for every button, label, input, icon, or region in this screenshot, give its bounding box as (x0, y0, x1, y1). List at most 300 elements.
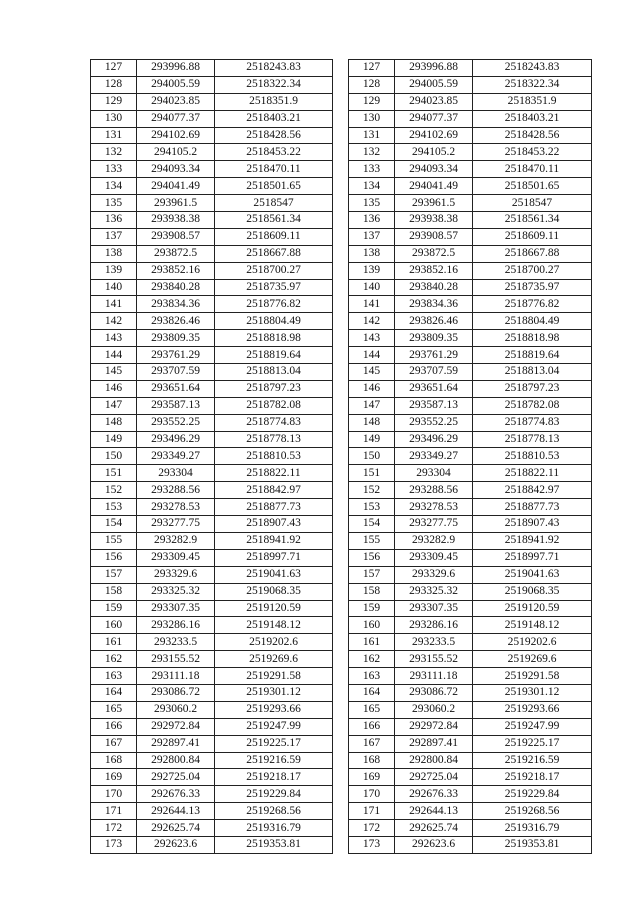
table-row (349, 448, 592, 465)
x-coordinate-cell: 292725.04 (395, 769, 473, 786)
x-coordinate-cell: 293961.5 (395, 195, 473, 212)
x-coordinate-cell: 292676.33 (137, 786, 215, 803)
x-coordinate-cell: 292623.6 (137, 836, 215, 853)
table-row (91, 245, 333, 262)
table-row (349, 634, 592, 651)
x-coordinate-cell: 293809.35 (137, 330, 215, 347)
x-coordinate-cell: 293840.28 (395, 279, 473, 296)
y-coordinate-cell: 2518997.71 (215, 549, 333, 566)
point-number-cell: 160 (349, 617, 395, 634)
x-coordinate-cell: 294041.49 (395, 178, 473, 195)
y-coordinate-cell: 2518810.53 (215, 448, 333, 465)
x-coordinate-cell: 293288.56 (137, 482, 215, 499)
x-coordinate-cell: 292897.41 (395, 735, 473, 752)
y-coordinate-cell: 2519247.99 (215, 718, 333, 735)
table-row (349, 668, 592, 685)
x-coordinate-cell: 293826.46 (395, 313, 473, 330)
point-number-cell: 165 (91, 701, 137, 718)
point-number-cell: 152 (349, 482, 395, 499)
point-number-cell: 141 (91, 296, 137, 313)
y-coordinate-cell: 2518428.56 (215, 127, 333, 144)
x-coordinate-cell: 293304 (137, 465, 215, 482)
point-number-cell: 134 (349, 178, 395, 195)
y-coordinate-cell: 2518797.23 (215, 380, 333, 397)
table-row (91, 566, 333, 583)
x-coordinate-cell: 293834.36 (137, 296, 215, 313)
x-coordinate-cell: 294041.49 (137, 178, 215, 195)
y-coordinate-cell: 2518428.56 (473, 127, 592, 144)
y-coordinate-cell: 2518667.88 (215, 245, 333, 262)
y-coordinate-cell: 2519301.12 (215, 684, 333, 701)
point-number-cell: 132 (349, 144, 395, 161)
y-coordinate-cell: 2518804.49 (215, 313, 333, 330)
table-row (349, 296, 592, 313)
point-number-cell: 137 (91, 228, 137, 245)
x-coordinate-cell: 292625.74 (137, 820, 215, 837)
x-coordinate-cell: 293938.38 (395, 212, 473, 229)
table-row (349, 684, 592, 701)
x-coordinate-cell: 293872.5 (137, 245, 215, 262)
x-coordinate-cell: 292676.33 (395, 786, 473, 803)
table-row (349, 836, 592, 853)
point-number-cell: 170 (91, 786, 137, 803)
table-row (349, 820, 592, 837)
point-number-cell: 145 (349, 364, 395, 381)
table-row (91, 178, 333, 195)
table-row (349, 431, 592, 448)
y-coordinate-cell: 2518351.9 (473, 93, 592, 110)
y-coordinate-cell: 2518470.11 (215, 161, 333, 178)
table-row (349, 482, 592, 499)
y-coordinate-cell: 2518700.27 (473, 262, 592, 279)
y-coordinate-cell: 2519291.58 (215, 668, 333, 685)
y-coordinate-cell: 2518997.71 (473, 549, 592, 566)
y-coordinate-cell: 2519247.99 (473, 718, 592, 735)
x-coordinate-cell: 293651.64 (137, 380, 215, 397)
point-number-cell: 157 (91, 566, 137, 583)
y-coordinate-cell: 2518501.65 (215, 178, 333, 195)
y-coordinate-cell: 2518735.97 (473, 279, 592, 296)
x-coordinate-cell: 292897.41 (137, 735, 215, 752)
x-coordinate-cell: 293349.27 (395, 448, 473, 465)
table-row (91, 549, 333, 566)
table-row (91, 769, 333, 786)
point-number-cell: 147 (349, 397, 395, 414)
y-coordinate-cell: 2519293.66 (473, 701, 592, 718)
y-coordinate-cell: 2519225.17 (473, 735, 592, 752)
point-number-cell: 142 (349, 313, 395, 330)
x-coordinate-cell: 293996.88 (395, 60, 473, 77)
point-number-cell: 168 (91, 752, 137, 769)
point-number-cell: 140 (349, 279, 395, 296)
point-number-cell: 149 (349, 431, 395, 448)
table-row (91, 836, 333, 853)
x-coordinate-cell: 293278.53 (395, 499, 473, 516)
point-number-cell: 158 (91, 583, 137, 600)
table-row (91, 127, 333, 144)
y-coordinate-cell: 2518782.08 (215, 397, 333, 414)
y-coordinate-cell: 2518774.83 (473, 414, 592, 431)
point-number-cell: 156 (349, 549, 395, 566)
point-number-cell: 131 (91, 127, 137, 144)
table-row (91, 212, 333, 229)
table-row (349, 330, 592, 347)
table-row (91, 701, 333, 718)
y-coordinate-cell: 2519316.79 (473, 820, 592, 837)
point-number-cell: 170 (349, 786, 395, 803)
y-coordinate-cell: 2518403.21 (215, 110, 333, 127)
y-coordinate-cell: 2518667.88 (473, 245, 592, 262)
x-coordinate-cell: 294102.69 (395, 127, 473, 144)
y-coordinate-cell: 2519225.17 (215, 735, 333, 752)
table-row (349, 600, 592, 617)
x-coordinate-cell: 293552.25 (137, 414, 215, 431)
point-number-cell: 148 (91, 414, 137, 431)
point-number-cell: 150 (91, 448, 137, 465)
point-number-cell: 133 (349, 161, 395, 178)
point-number-cell: 145 (91, 364, 137, 381)
point-number-cell: 151 (91, 465, 137, 482)
x-coordinate-cell: 292972.84 (137, 718, 215, 735)
table-row (349, 178, 592, 195)
y-coordinate-cell: 2518501.65 (473, 178, 592, 195)
x-coordinate-cell: 293307.35 (137, 600, 215, 617)
x-coordinate-cell: 293060.2 (137, 701, 215, 718)
table-row (349, 532, 592, 549)
y-coordinate-cell: 2519202.6 (215, 634, 333, 651)
table-row (91, 752, 333, 769)
point-number-cell: 158 (349, 583, 395, 600)
y-coordinate-cell: 2518818.98 (473, 330, 592, 347)
y-coordinate-cell: 2518778.13 (473, 431, 592, 448)
point-number-cell: 129 (349, 93, 395, 110)
point-number-cell: 143 (349, 330, 395, 347)
point-number-cell: 141 (349, 296, 395, 313)
y-coordinate-cell: 2518778.13 (215, 431, 333, 448)
table-row (349, 465, 592, 482)
y-coordinate-cell: 2518403.21 (473, 110, 592, 127)
point-number-cell: 172 (349, 820, 395, 837)
point-number-cell: 128 (349, 76, 395, 93)
x-coordinate-cell: 293834.36 (395, 296, 473, 313)
y-coordinate-cell: 2518842.97 (473, 482, 592, 499)
point-number-cell: 154 (91, 516, 137, 533)
point-number-cell: 136 (349, 212, 395, 229)
x-coordinate-cell: 293852.16 (395, 262, 473, 279)
y-coordinate-cell: 2518561.34 (215, 212, 333, 229)
point-number-cell: 162 (349, 651, 395, 668)
point-number-cell: 164 (91, 684, 137, 701)
x-coordinate-cell: 292725.04 (137, 769, 215, 786)
y-coordinate-cell: 2518818.98 (215, 330, 333, 347)
x-coordinate-cell: 292972.84 (395, 718, 473, 735)
table-row (349, 380, 592, 397)
y-coordinate-cell: 2518819.64 (473, 347, 592, 364)
point-number-cell: 153 (349, 499, 395, 516)
x-coordinate-cell: 293908.57 (137, 228, 215, 245)
point-number-cell: 144 (349, 347, 395, 364)
table-row (349, 516, 592, 533)
point-number-cell: 150 (349, 448, 395, 465)
table-row (349, 212, 592, 229)
x-coordinate-cell: 293286.16 (137, 617, 215, 634)
table-row (349, 549, 592, 566)
point-number-cell: 130 (349, 110, 395, 127)
table-row (349, 718, 592, 735)
point-number-cell: 159 (91, 600, 137, 617)
y-coordinate-cell: 2519269.6 (473, 651, 592, 668)
point-number-cell: 146 (349, 380, 395, 397)
y-coordinate-cell: 2519216.59 (215, 752, 333, 769)
point-number-cell: 153 (91, 499, 137, 516)
x-coordinate-cell: 292644.13 (137, 803, 215, 820)
x-coordinate-cell: 293761.29 (395, 347, 473, 364)
table-row (349, 313, 592, 330)
x-coordinate-cell: 293826.46 (137, 313, 215, 330)
y-coordinate-cell: 2518351.9 (215, 93, 333, 110)
x-coordinate-cell: 293908.57 (395, 228, 473, 245)
point-number-cell: 142 (91, 313, 137, 330)
x-coordinate-cell: 294093.34 (137, 161, 215, 178)
table-row (91, 431, 333, 448)
point-number-cell: 168 (349, 752, 395, 769)
table-row (91, 195, 333, 212)
y-coordinate-cell: 2518453.22 (215, 144, 333, 161)
table-row (349, 161, 592, 178)
y-coordinate-cell: 2518822.11 (215, 465, 333, 482)
table-row (349, 364, 592, 381)
table-row (91, 110, 333, 127)
x-coordinate-cell: 293707.59 (137, 364, 215, 381)
y-coordinate-cell: 2518243.83 (473, 60, 592, 77)
point-number-cell: 167 (349, 735, 395, 752)
x-coordinate-cell: 293155.52 (137, 651, 215, 668)
x-coordinate-cell: 293329.6 (137, 566, 215, 583)
y-coordinate-cell: 2518907.43 (215, 516, 333, 533)
y-coordinate-cell: 2518907.43 (473, 516, 592, 533)
y-coordinate-cell: 2518561.34 (473, 212, 592, 229)
table-row (349, 110, 592, 127)
table-row (91, 499, 333, 516)
table-row (91, 414, 333, 431)
point-number-cell: 166 (91, 718, 137, 735)
y-coordinate-cell: 2518819.64 (215, 347, 333, 364)
table-row (91, 144, 333, 161)
point-number-cell: 157 (349, 566, 395, 583)
table-row (91, 93, 333, 110)
table-row (349, 752, 592, 769)
point-number-cell: 166 (349, 718, 395, 735)
point-number-cell: 127 (349, 60, 395, 77)
y-coordinate-cell: 2519229.84 (215, 786, 333, 803)
point-number-cell: 132 (91, 144, 137, 161)
point-number-cell: 161 (349, 634, 395, 651)
table-row (349, 144, 592, 161)
table-row (349, 397, 592, 414)
x-coordinate-cell: 294077.37 (137, 110, 215, 127)
x-coordinate-cell: 293288.56 (395, 482, 473, 499)
x-coordinate-cell: 294005.59 (137, 76, 215, 93)
point-number-cell: 140 (91, 279, 137, 296)
point-number-cell: 169 (349, 769, 395, 786)
point-number-cell: 162 (91, 651, 137, 668)
table-row (91, 820, 333, 837)
y-coordinate-cell: 2518810.53 (473, 448, 592, 465)
point-number-cell: 138 (349, 245, 395, 262)
point-number-cell: 173 (349, 836, 395, 853)
coordinate-table-left-body (91, 60, 333, 854)
x-coordinate-cell: 293872.5 (395, 245, 473, 262)
table-row (349, 786, 592, 803)
table-row (91, 76, 333, 93)
point-number-cell: 169 (91, 769, 137, 786)
y-coordinate-cell: 2518453.22 (473, 144, 592, 161)
table-row (91, 786, 333, 803)
x-coordinate-cell: 293840.28 (137, 279, 215, 296)
x-coordinate-cell: 293587.13 (137, 397, 215, 414)
y-coordinate-cell: 2519301.12 (473, 684, 592, 701)
x-coordinate-cell: 294023.85 (395, 93, 473, 110)
y-coordinate-cell: 2519353.81 (215, 836, 333, 853)
x-coordinate-cell: 293961.5 (137, 195, 215, 212)
x-coordinate-cell: 293349.27 (137, 448, 215, 465)
x-coordinate-cell: 292800.84 (137, 752, 215, 769)
table-row (91, 448, 333, 465)
point-number-cell: 139 (91, 262, 137, 279)
point-number-cell: 154 (349, 516, 395, 533)
y-coordinate-cell: 2519218.17 (215, 769, 333, 786)
table-row (91, 532, 333, 549)
table-row (349, 245, 592, 262)
point-number-cell: 146 (91, 380, 137, 397)
y-coordinate-cell: 2518842.97 (215, 482, 333, 499)
table-row (91, 668, 333, 685)
y-coordinate-cell: 2518877.73 (215, 499, 333, 516)
x-coordinate-cell: 292800.84 (395, 752, 473, 769)
table-row (91, 60, 333, 77)
point-number-cell: 171 (91, 803, 137, 820)
x-coordinate-cell: 293307.35 (395, 600, 473, 617)
table-row (91, 482, 333, 499)
y-coordinate-cell: 2519229.84 (473, 786, 592, 803)
point-number-cell: 136 (91, 212, 137, 229)
x-coordinate-cell: 293325.32 (137, 583, 215, 600)
y-coordinate-cell: 2518322.34 (473, 76, 592, 93)
y-coordinate-cell: 2518735.97 (215, 279, 333, 296)
x-coordinate-cell: 293552.25 (395, 414, 473, 431)
y-coordinate-cell: 2519316.79 (215, 820, 333, 837)
table-row (349, 651, 592, 668)
point-number-cell: 160 (91, 617, 137, 634)
x-coordinate-cell: 292625.74 (395, 820, 473, 837)
x-coordinate-cell: 294102.69 (137, 127, 215, 144)
y-coordinate-cell: 2518547 (215, 195, 333, 212)
y-coordinate-cell: 2519202.6 (473, 634, 592, 651)
point-number-cell: 159 (349, 600, 395, 617)
x-coordinate-cell: 293086.72 (137, 684, 215, 701)
y-coordinate-cell: 2518700.27 (215, 262, 333, 279)
y-coordinate-cell: 2519353.81 (473, 836, 592, 853)
y-coordinate-cell: 2519269.6 (215, 651, 333, 668)
table-row (91, 583, 333, 600)
y-coordinate-cell: 2518877.73 (473, 499, 592, 516)
table-row (91, 803, 333, 820)
y-coordinate-cell: 2518243.83 (215, 60, 333, 77)
x-coordinate-cell: 293707.59 (395, 364, 473, 381)
x-coordinate-cell: 293329.6 (395, 566, 473, 583)
y-coordinate-cell: 2518941.92 (215, 532, 333, 549)
table-row (349, 347, 592, 364)
y-coordinate-cell: 2518776.82 (473, 296, 592, 313)
y-coordinate-cell: 2519218.17 (473, 769, 592, 786)
y-coordinate-cell: 2519293.66 (215, 701, 333, 718)
y-coordinate-cell: 2519148.12 (215, 617, 333, 634)
table-row (349, 414, 592, 431)
table-row (349, 195, 592, 212)
x-coordinate-cell: 293587.13 (395, 397, 473, 414)
point-number-cell: 149 (91, 431, 137, 448)
y-coordinate-cell: 2519041.63 (215, 566, 333, 583)
point-number-cell: 148 (349, 414, 395, 431)
table-row (91, 296, 333, 313)
table-row (91, 347, 333, 364)
x-coordinate-cell: 293996.88 (137, 60, 215, 77)
coordinate-table-left (90, 59, 333, 854)
x-coordinate-cell: 293496.29 (137, 431, 215, 448)
y-coordinate-cell: 2518813.04 (473, 364, 592, 381)
y-coordinate-cell: 2518941.92 (473, 532, 592, 549)
table-row (349, 228, 592, 245)
x-coordinate-cell: 293086.72 (395, 684, 473, 701)
table-row (91, 262, 333, 279)
x-coordinate-cell: 293761.29 (137, 347, 215, 364)
table-row (349, 93, 592, 110)
table-row (349, 127, 592, 144)
x-coordinate-cell: 293278.53 (137, 499, 215, 516)
x-coordinate-cell: 293938.38 (137, 212, 215, 229)
table-row (349, 735, 592, 752)
table-row (91, 617, 333, 634)
x-coordinate-cell: 293155.52 (395, 651, 473, 668)
point-number-cell: 163 (349, 668, 395, 685)
point-number-cell: 163 (91, 668, 137, 685)
table-row (349, 262, 592, 279)
coordinate-table-right (348, 59, 592, 854)
x-coordinate-cell: 293852.16 (137, 262, 215, 279)
table-row (91, 279, 333, 296)
y-coordinate-cell: 2519268.56 (215, 803, 333, 820)
y-coordinate-cell: 2519268.56 (473, 803, 592, 820)
x-coordinate-cell: 293111.18 (137, 668, 215, 685)
x-coordinate-cell: 293233.5 (137, 634, 215, 651)
y-coordinate-cell: 2518774.83 (215, 414, 333, 431)
y-coordinate-cell: 2518547 (473, 195, 592, 212)
x-coordinate-cell: 294093.34 (395, 161, 473, 178)
x-coordinate-cell: 293651.64 (395, 380, 473, 397)
table-row (91, 313, 333, 330)
table-row (349, 769, 592, 786)
point-number-cell: 155 (91, 532, 137, 549)
x-coordinate-cell: 292623.6 (395, 836, 473, 853)
point-number-cell: 167 (91, 735, 137, 752)
point-number-cell: 143 (91, 330, 137, 347)
table-row (91, 397, 333, 414)
y-coordinate-cell: 2519041.63 (473, 566, 592, 583)
table-row (91, 634, 333, 651)
x-coordinate-cell: 294077.37 (395, 110, 473, 127)
point-number-cell: 129 (91, 93, 137, 110)
y-coordinate-cell: 2518782.08 (473, 397, 592, 414)
